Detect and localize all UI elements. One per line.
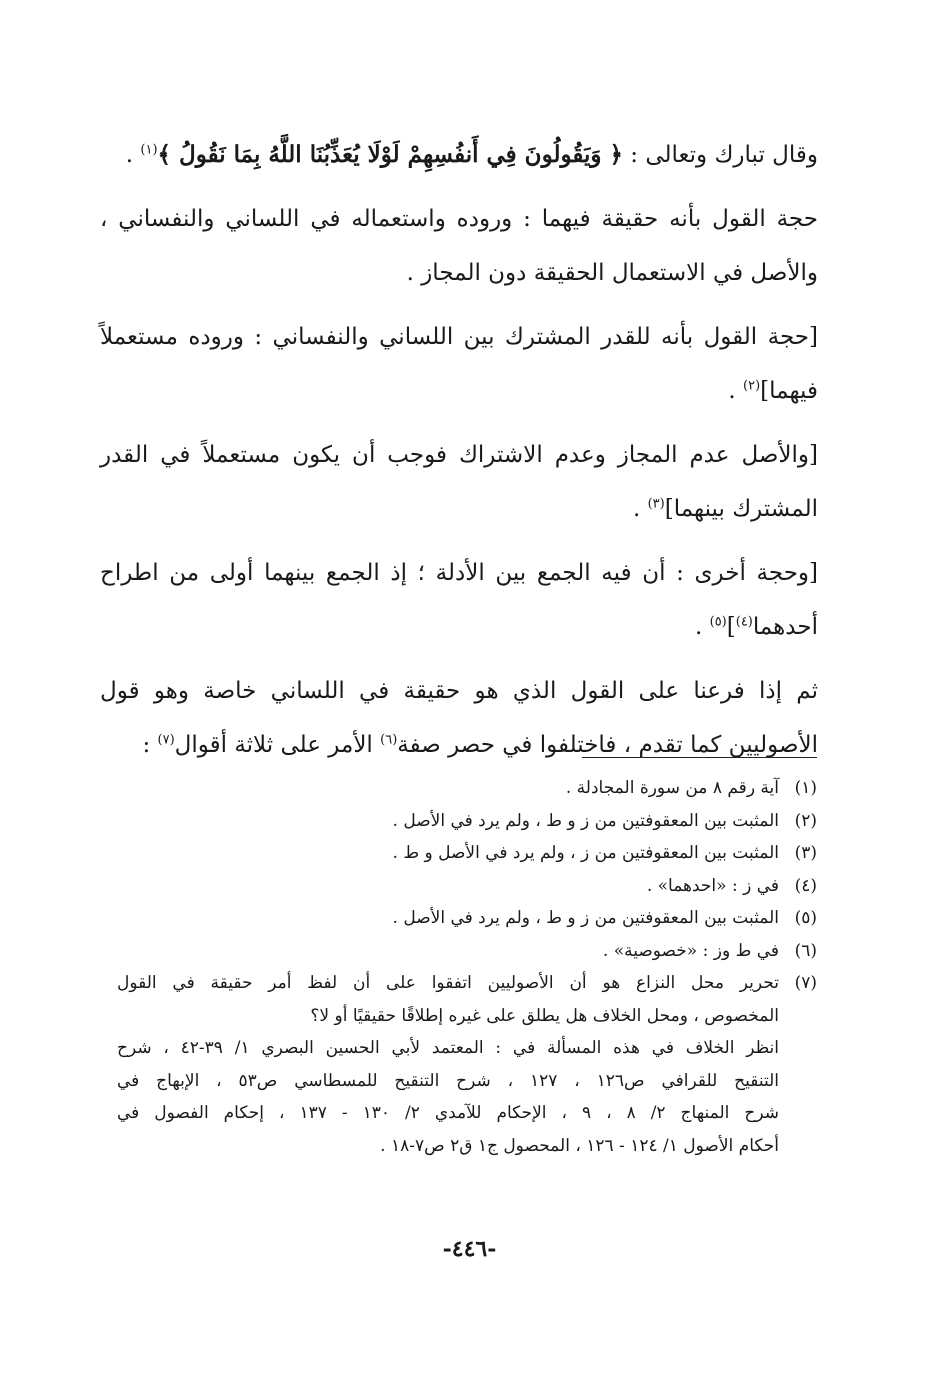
- text-line: [والأصل عدم المجاز وعدم الاشتراك فوجب أن يكون مستعملاً في القدر: [100, 442, 818, 468]
- text-line: [100, 482, 818, 536]
- text-line: [100, 364, 818, 418]
- quran-verse: ﴿ وَيَقُولُونَ فِي أَنفُسِهِمْ لَوْلَا يُعَذِّبُنَا اللَّهُ بِمَا نَقُولُ ﴾: [157, 141, 623, 168]
- text-run: .: [125, 142, 141, 168]
- footnote-line: شرح المنهاج ٢/ ٨ ، ٩ ، الإحكام للآمدي ٢/ ١٣٠ - ١٣٧ ، إحكام الفصول في: [117, 1103, 779, 1123]
- footnote-text: آية رقم ٨ من سورة المجادلة .: [565, 778, 779, 798]
- text-line: حجة القول بأنه حقيقة فيهما : وروده واستعماله في اللساني والنفساني ،: [100, 206, 818, 232]
- text-run: .: [694, 614, 710, 640]
- paragraph-another-argument: [100, 546, 818, 654]
- text-run: :: [142, 732, 158, 758]
- text-line: [100, 600, 818, 654]
- footnote-item: [117, 805, 817, 838]
- text-run: فيهما]: [760, 378, 818, 404]
- footnote-item: [117, 870, 817, 903]
- footnote-number: (٢): [794, 810, 817, 831]
- footnote-item: [117, 967, 817, 1162]
- footnote-text: المثبت بين المعقوفتين من ز و ط ، ولم يرد في الأصل .: [392, 810, 779, 831]
- footnote-number: (٦): [794, 940, 817, 961]
- footnote-separator: [582, 757, 817, 758]
- footnote-ref: (٥): [709, 614, 727, 630]
- footnote-line: التنقيح للقرافي ص١٢٦ ، ١٢٧ ، شرح التنقيح للمسطاسي ص٥٣ ، الإبهاج في: [117, 1070, 779, 1091]
- footnote-line: تحرير محل النزاع هو أن الأصوليين اتفقوا على أن لفظ أمر حقيقة في القول: [117, 973, 779, 993]
- main-text: [100, 128, 818, 782]
- footnote-text: المثبت بين المعقوفتين من ز و ط ، ولم يرد في الأصل .: [392, 908, 779, 928]
- footnote-ref: (٣): [647, 496, 665, 512]
- text-run: الأمر على ثلاثة أقوال: [174, 732, 381, 758]
- paragraph-argument-literal: [100, 192, 818, 300]
- footnote-number: (٧): [794, 973, 817, 993]
- footnote-line: انظر الخلاف في هذه المسألة في : المعتمد لأبي الحسين البصري ١/ ٣٩-٤٢ ، شرح: [117, 1038, 779, 1058]
- text-run: المشترك بينهما]: [664, 496, 818, 522]
- text-line: ثم إذا فرعنا على القول الذي هو حقيقة في اللساني خاصة وهو قول: [100, 678, 818, 704]
- paragraph-argument-common: [100, 310, 818, 418]
- footnote-text: المثبت بين المعقوفتين من ز ، ولم يرد في الأصل و ط .: [392, 843, 779, 863]
- footnote-text: [117, 967, 779, 1162]
- text-run: وقال تبارك وتعالى :: [622, 142, 818, 168]
- footnote-number: (١): [794, 778, 817, 798]
- footnote-ref: (٤): [735, 614, 753, 630]
- footnote-ref: (٢): [743, 378, 761, 394]
- footnote-text: في ط وز : «خصوصية» .: [602, 940, 779, 961]
- text-run: .: [632, 496, 648, 522]
- footnote-ref: (٦): [380, 732, 398, 748]
- text-line: [حجة القول بأنه للقدر المشترك بين اللساني والنفساني : وروده مستعملاً: [100, 324, 818, 350]
- footnote-item: [117, 772, 817, 805]
- paragraph-principle: [100, 428, 818, 536]
- text-run: الأصوليين كما تقدم ، فاختلفوا في حصر صفة: [397, 732, 818, 758]
- footnote-number: (٤): [794, 875, 817, 896]
- paragraph-quran-verse: [100, 128, 818, 182]
- footnote-line: المخصوص ، ومحل الخلاف هل يطلق على غيره إطلاقًا حقيقيًا أو لا؟: [310, 1005, 779, 1026]
- text-line: والأصل في الاستعمال الحقيقة دون المجاز .: [406, 260, 818, 286]
- footnote-text: في ز : «احدهما» .: [646, 875, 779, 896]
- text-run: أحدهما: [752, 614, 818, 640]
- text-line: [100, 718, 818, 772]
- footnote-line: أحكام الأصول ١/ ١٢٤ - ١٢٦ ، المحصول ج١ ق٢ ص٧-١٨ .: [380, 1135, 779, 1156]
- text-line: [وحجة أخرى : أن فيه الجمع بين الأدلة ؛ إذ الجمع بينهما أولى من اطراح: [100, 560, 818, 586]
- text-line: [100, 128, 818, 182]
- page-number: -٤٤٦-: [442, 1236, 497, 1262]
- footnote-ref: (١): [140, 142, 158, 158]
- text-run: .: [728, 378, 744, 404]
- footnotes-section: [117, 772, 817, 1162]
- footnote-ref: (٧): [157, 732, 175, 748]
- footnote-item: [117, 935, 817, 968]
- footnote-item: [117, 837, 817, 870]
- paragraph-branching: [100, 664, 818, 772]
- text-run: ]: [726, 614, 736, 640]
- footnote-number: (٣): [794, 843, 817, 863]
- footnote-item: [117, 902, 817, 935]
- footnote-number: (٥): [794, 908, 817, 928]
